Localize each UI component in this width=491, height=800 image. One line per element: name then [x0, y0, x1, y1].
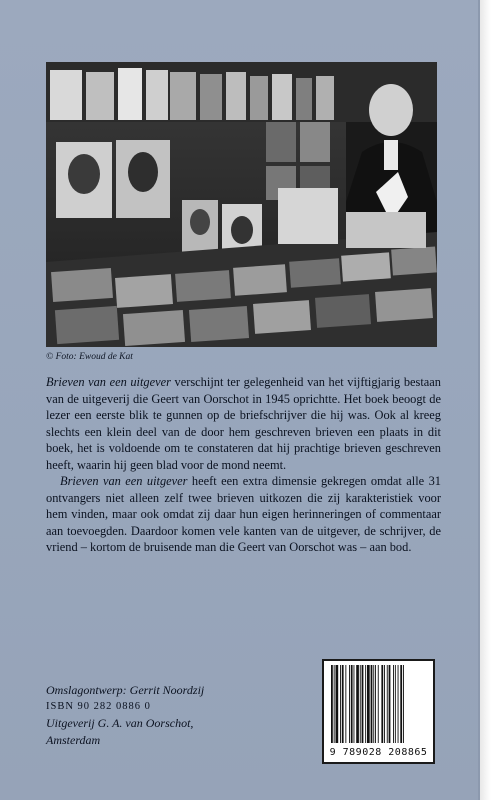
barcode-bar: [398, 665, 399, 743]
book-title: Brieven van een uitgever: [60, 474, 188, 488]
barcode-bars: [329, 665, 428, 743]
colophon: [46, 682, 276, 748]
barcode-bar: [400, 665, 402, 743]
blurb-paragraph-2: [46, 473, 441, 556]
barcode-bar: [395, 665, 396, 743]
barcode: [322, 659, 435, 764]
barcode-number: 9 789028 208865: [329, 747, 428, 758]
paragraph-text: verschijnt ter gelegenheid van het vijftigjarig bestaan van de uitgeverij die Geert van Oorschot in 1945 oprichtte. Het boek beoogt de lezer een eerste blik te gunnen op de briefschrijver die hij was. Ook al kreeg slechts een klein deel van de door hem geschreven brieven een plaats in dit boek, het is voldoende om te constateren dat hij prachtige brieven geschreven heeft, waarin hij geen blad voor de mond neemt.: [46, 375, 441, 472]
barcode-bar: [403, 665, 404, 743]
barcode-bar: [331, 665, 333, 743]
book-title: Brieven van een uitgever: [46, 375, 171, 389]
publisher-city: Amsterdam: [46, 732, 101, 747]
barcode-bar: [389, 665, 391, 743]
barcode-bar: [375, 665, 376, 743]
barcode-bar: [373, 665, 374, 743]
photo-credit: © Foto: Ewoud de Kat: [46, 352, 133, 362]
barcode-bar: [342, 665, 344, 743]
barcode-bar: [365, 665, 366, 743]
barcode-bar: [378, 665, 379, 743]
barcode-bar: [362, 665, 364, 743]
blurb-paragraph-1: [46, 374, 441, 473]
barcode-bar: [360, 665, 361, 743]
cover-design-credit: Omslagontwerp: Gerrit Noordzij: [46, 683, 205, 697]
cover-photo: [46, 62, 437, 347]
barcode-bar: [356, 665, 359, 743]
barcode-bar: [354, 665, 355, 743]
barcode-bar: [393, 665, 394, 743]
paragraph-text: heeft een extra dimensie gekregen omdat alle 31 ontvangers niet alleen zelf twee brieven uitkozen die zij karakteristiek voor hem vinden, maar ook omdat zij daar hun eigen herinneringen of commentaar aan toevoegden. Daardoor komen vele kanten van de uitgever, de schrijver, de vriend – kortom de bruisende man die Geert van Oorschot was – aan bod.: [46, 474, 441, 554]
publisher: Uitgeverij G. A. van Oorschot,: [46, 716, 194, 730]
barcode-bar: [336, 665, 339, 743]
barcode-bar: [387, 665, 388, 743]
barcode-bar: [351, 665, 353, 743]
barcode-bar: [349, 665, 350, 743]
barcode-bar: [371, 665, 373, 743]
page-edge: [480, 0, 491, 800]
barcode-bar: [367, 665, 370, 743]
barcode-bar: [381, 665, 383, 743]
barcode-bar: [384, 665, 385, 743]
blurb-text: [46, 374, 441, 556]
barcode-bar: [334, 665, 335, 743]
barcode-bar: [340, 665, 341, 743]
barcode-bar: [345, 665, 346, 743]
isbn: ISBN 90 282 0886 0: [46, 700, 151, 712]
